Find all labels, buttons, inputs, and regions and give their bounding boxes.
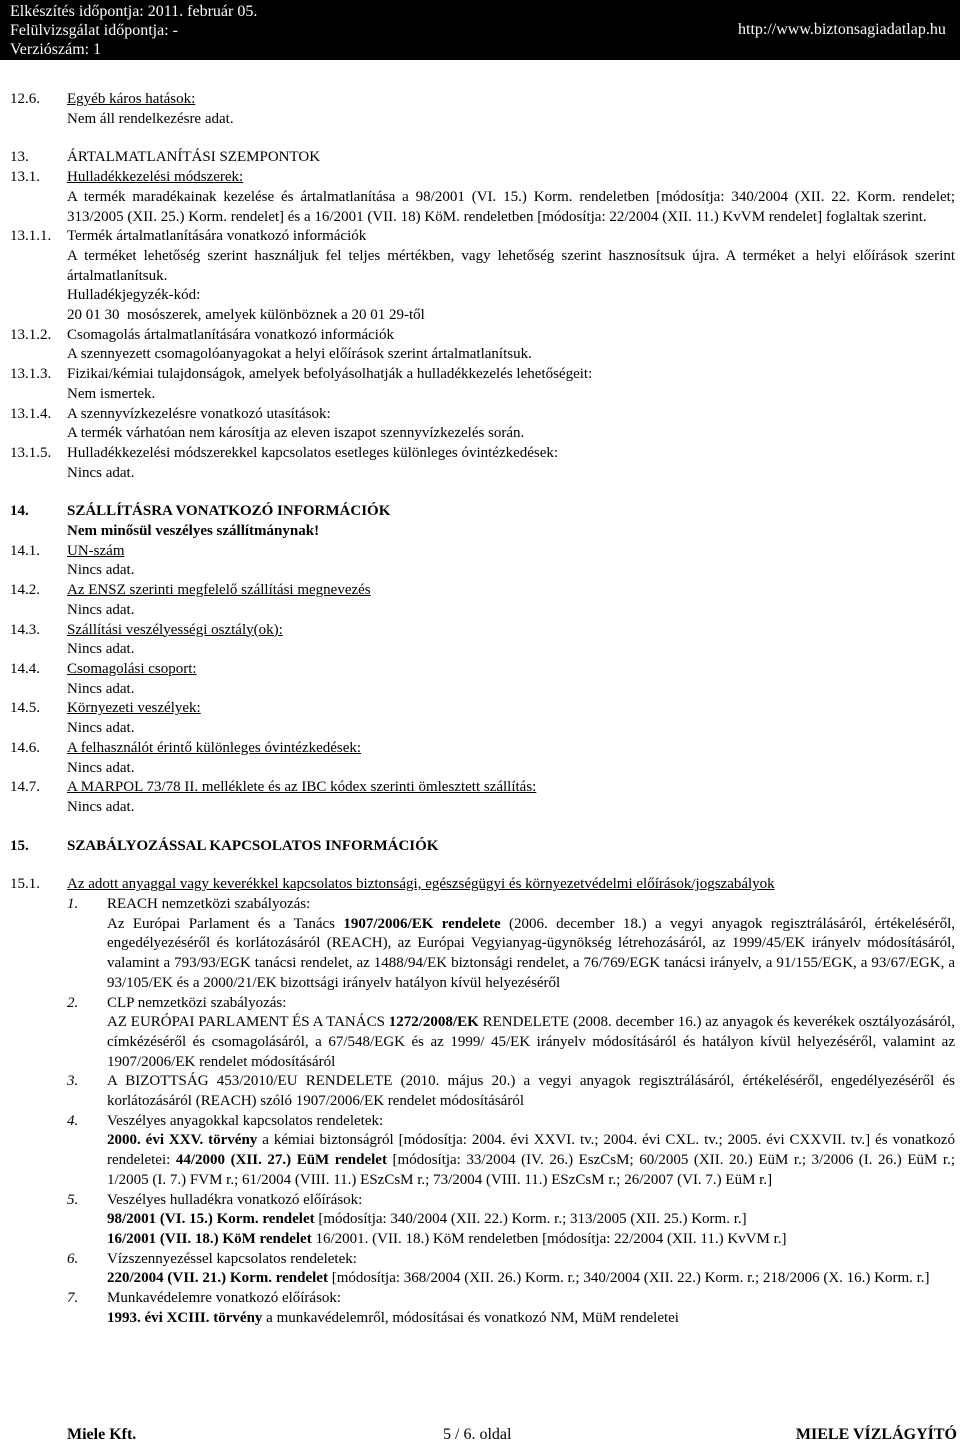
section-text: A termék maradékainak kezelése és ártalmatlanítása a 98/2001 (VI. 15.) Korm. rendeletben [módosítja: 340/2004 (XII. 22. Korm. rendelet; 313/2005 (XII. 25.) Korm. rendelet] és a 16/2001 (VII. 18) KöM. rendeletben [módosítja: 22/2004 (XII. 11.) KvVM rendelet] foglaltak szerint. (67, 188, 955, 225)
section-13 (10, 148, 955, 168)
regulation-item-4-text: 2000. évi XXV. törvény a kémiai biztonságról [módosítja: 2004. évi XXVI. tv.; 2004. évi CXL. tv.; 2005. évi CXXVII. tv.] és vonatkozó rendeletei: 44/2000 (XII. 27.) EüM rendelet [módosítja: 33/2004 (IV. 26.) EszCsM; 60/2005 (XII. 20.) EüM r.; 3/2006 (I. 26.) EüM r.; 1/2005 (I. 7.) FVM r.; 61/2004 (VIII. 11.) ESzCsM r.; 73/2004 (VIII. 11.) ESzCsM r.; 26/2007 (VI. 7.) EüM r.] (107, 1132, 955, 1188)
section-text: A termék várhatóan nem károsítja az eleven iszapot szennyvízkezelés során. (67, 425, 525, 442)
section-number: 15. (10, 837, 29, 854)
footer-page-number: 5 / 6. oldal (443, 1426, 512, 1443)
section-13-1-5 (10, 444, 955, 483)
item-label: CLP nemzetközi szabályozás: (107, 994, 287, 1011)
regulation-item-7 (67, 1289, 955, 1309)
item-label: A BIZOTTSÁG 453/2010/EU RENDELETE (2010. május 20.) a vegyi anyagok regisztrálásáról, értékeléséről, engedélyezéséről és korlátozásáról (REACH) szóló 1907/2006/EK rendelet módosításáról (107, 1073, 955, 1110)
regulation-item-6-text: 220/2004 (VII. 21.) Korm. rendelet [módosítja: 368/2004 (XII. 26.) Korm. r.; 340/2004 (XII. 22.) Korm. r.; 218/2006 (X. 16.) Korm. r.] (107, 1270, 930, 1287)
item-number: 4. (67, 1112, 79, 1129)
document-body (10, 90, 955, 1328)
section-number: 12.6. (10, 91, 40, 107)
section-title: UN-szám (67, 542, 125, 559)
item-number: 2. (67, 994, 79, 1011)
regulation-item-4 (67, 1112, 955, 1132)
section-title: A szennyvízkezelésre vonatkozó utasítások: (67, 405, 331, 422)
section-number: 14.4. (10, 660, 40, 677)
regulation-item-1 (67, 895, 955, 915)
regulation-item-6 (67, 1250, 955, 1270)
transport-item (10, 778, 955, 817)
section-text: Nincs adat. (67, 641, 135, 658)
section-14 (10, 502, 955, 541)
item-number: 5. (67, 1191, 79, 1208)
section-title: Az adott anyaggal vagy keverékkel kapcsolatos biztonsági, egészségügyi és környezetvédelmi előírások/jogszabályok (67, 876, 775, 893)
section-number: 14. (10, 503, 29, 520)
item-number: 6. (67, 1250, 79, 1267)
section-number: 13.1. (10, 169, 40, 186)
regulation-item-2 (67, 994, 955, 1014)
section-13-1-1 (10, 227, 955, 326)
item-label: REACH nemzetközi szabályozás: (107, 896, 311, 913)
section-text: Nem ismertek. (67, 385, 156, 402)
transport-item (10, 699, 955, 738)
item-number: 7. (67, 1290, 79, 1307)
transport-item (10, 621, 955, 660)
section-heading: SZÁLLÍTÁSRA VONATKOZÓ INFORMÁCIÓK (67, 503, 391, 520)
section-number: 13.1.1. (10, 228, 52, 245)
section-text: Nem áll rendelkezésre adat. (67, 110, 234, 127)
section-title: Termék ártalmatlanítására vonatkozó információk (67, 228, 367, 245)
section-number: 13.1.5. (10, 444, 52, 461)
section-number: 13.1.3. (10, 366, 52, 383)
section-text: A terméket lehetőség szerint használjuk fel teljes mértékben, vagy lehetőség szerint hasznosítsuk újra. A terméket a helyi előírások szerint ártalmatlanítsuk. (67, 247, 955, 284)
transport-item (10, 581, 955, 620)
section-number: 14.2. (10, 582, 40, 599)
section-title: Fizikai/kémiai tulajdonságok, amelyek befolyásolhatják a hulladékkezelés lehetőségeit: (67, 366, 593, 383)
section-subtitle: Nem minősül veszélyes szállítmánynak! (67, 523, 320, 540)
item-label: Veszélyes anyagokkal kapcsolatos rendeletek: (107, 1112, 384, 1129)
transport-info-list (10, 542, 955, 818)
item-number: 1. (67, 896, 79, 913)
transport-item (10, 542, 955, 581)
section-title: A felhasználót érintő különleges óvintézkedések: (67, 739, 362, 756)
website-link[interactable]: http://www.biztonsagiadatlap.hu (738, 21, 946, 38)
section-text: Nincs adat. (67, 601, 135, 618)
section-number: 13.1.2. (10, 326, 52, 343)
transport-item (10, 660, 955, 699)
section-title: Környezeti veszélyek: (67, 700, 201, 717)
section-title: A MARPOL 73/78 II. melléklete és az IBC kódex szerinti ömlesztett szállítás: (67, 779, 537, 796)
section-title: Egyéb káros hatások: (67, 91, 196, 107)
section-13-1-2 (10, 326, 955, 365)
section-title: Szállítási veszélyességi osztály(ok): (67, 621, 283, 638)
item-label: Veszélyes hulladékra vonatkozó előírások: (107, 1191, 363, 1208)
section-15 (10, 837, 955, 857)
section-number: 14.5. (10, 700, 40, 717)
section-15-1 (10, 875, 955, 895)
section-text: Nincs adat. (67, 680, 135, 697)
creation-date: Elkészítés időpontja: 2011. február 05. (10, 3, 258, 20)
regulation-item-3 (67, 1072, 955, 1111)
section-13-1-4 (10, 405, 955, 444)
item-label: Vízszennyezéssel kapcsolatos rendeletek: (107, 1250, 357, 1267)
section-number: 14.1. (10, 542, 40, 559)
regulation-item-7-text: 1993. évi XCIII. törvény a munkavédelemről, módosításai és vonatkozó NM, MüM rendeletei (107, 1309, 679, 1326)
section-title: Hulladékkezelési módszerekkel kapcsolatos esetleges különleges óvintézkedések: (67, 444, 559, 461)
section-text: Nincs adat. (67, 562, 135, 579)
footer-product: MIELE VÍZLÁGYÍTÓ (795, 1426, 957, 1443)
section-number: 14.3. (10, 621, 40, 638)
regulation-item-5-text-a: 98/2001 (VI. 15.) Korm. rendelet [módosítja: 340/2004 (XII. 22.) Korm. r.; 313/2005 (XII. 25.) Korm. r.] (107, 1211, 747, 1228)
section-text: A szennyezett csomagolóanyagokat a helyi előírások szerint ártalmatlanítsuk. (67, 346, 532, 363)
section-title: Az ENSZ szerinti megfelelő szállítási megnevezés (67, 582, 371, 599)
regulation-item-2-text: AZ EURÓPAI PARLAMENT ÉS A TANÁCS 1272/2008/EK RENDELETE (2008. december 16.) az anyagok és keverékek osztályozásáról, címkézéséről és csomagolásáról, a 67/548/EGK és az 1999/ 45/EK irányelv módosításáról és hatályon kívül helyezéséről, valamint az 1907/2006/EK rendelet módosításáról (107, 1014, 955, 1070)
waste-code-value: 20 01 30 mosószerek, amelyek különböznek a 20 01 29-től (67, 307, 425, 324)
item-number: 3. (67, 1073, 79, 1090)
section-13-1-3 (10, 365, 955, 404)
transport-item (10, 739, 955, 778)
section-title: Csomagolás ártalmatlanítására vonatkozó információk (67, 326, 394, 343)
version-number: Verziószám: 1 (10, 41, 102, 58)
section-text: Nincs adat. (67, 720, 135, 737)
item-label: Munkavédelemre vonatkozó előírások: (107, 1290, 342, 1307)
section-number: 13.1.4. (10, 405, 52, 422)
section-13-1 (10, 168, 955, 227)
section-title: Hulladékkezelési módszerek: (67, 169, 244, 186)
section-text: Nincs adat. (67, 464, 135, 481)
footer-company: Miele Kft. (67, 1426, 137, 1443)
section-text: Nincs adat. (67, 798, 135, 815)
regulation-item-1-text: Az Európai Parlament és a Tanács 1907/2006/EK rendelete (2006. december 18.) a vegyi anyagok regisztrálásáról, értékeléséről, engedélyezéséről és korlátozásáról (REACH), az Európai Vegyianyag-ügynökség létrehozásáról, az 1999/45/EK irányelv módosításáról, valamint a 793/93/EGK tanácsi rendelet, az 1488/94/EK biztonsági rendelet, a 76/769/EGK tanácsi irányelv, a 91/155/EGK, a 93/67/EGK, a 93/105/EK és a 2000/21/EK bizottsági irányelv hatályon kívül helyezéséről (107, 915, 956, 991)
section-heading: ÁRTALMATLANÍTÁSI SZEMPONTOK (67, 149, 321, 166)
document-header (0, 0, 960, 60)
section-number: 14.7. (10, 779, 40, 796)
section-number: 14.6. (10, 739, 40, 756)
section-title: Csomagolási csoport: (67, 660, 197, 677)
section-12-6 (10, 90, 955, 129)
section-number: 15.1. (10, 876, 40, 893)
waste-code-label: Hulladékjegyzék-kód: (67, 287, 201, 304)
regulation-item-5 (67, 1191, 955, 1211)
section-number: 13. (10, 149, 29, 166)
section-text: Nincs adat. (67, 759, 135, 776)
regulation-item-5-text-b: 16/2001 (VII. 18.) KöM rendelet 16/2001. (VII. 18.) KöM rendeletben [módosítja: 22/2004 (XII. 11.) KvVM r.] (107, 1230, 787, 1247)
revision-date: Felülvizsgálat időpontja: - (10, 22, 178, 39)
section-heading: SZABÁLYOZÁSSAL KAPCSOLATOS INFORMÁCIÓK (67, 837, 439, 854)
